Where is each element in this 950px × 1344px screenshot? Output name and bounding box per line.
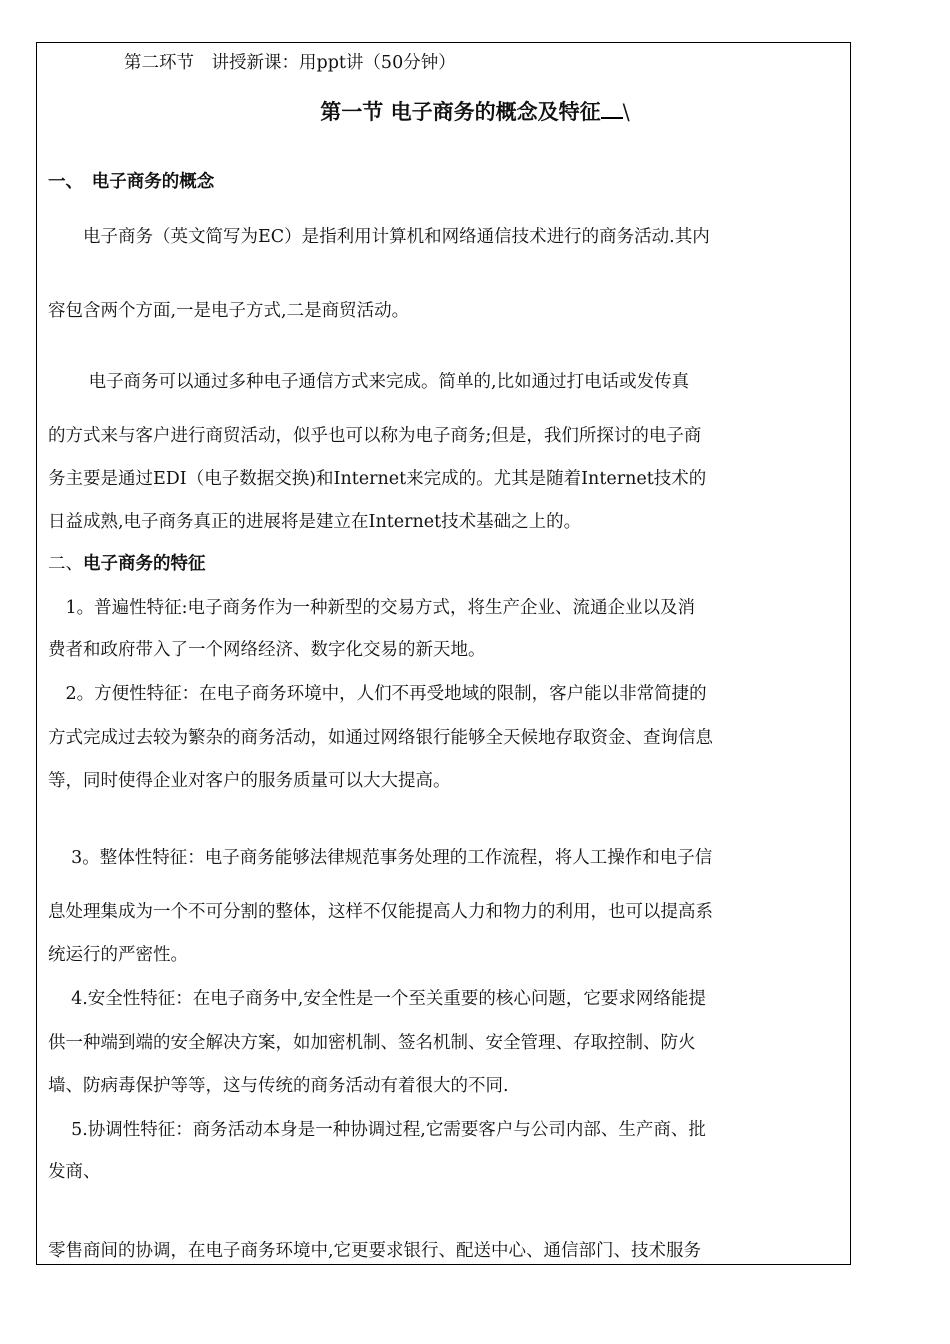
feature4-line1: 4.安全性特征：在电子商务中,安全性是一个至关重要的核心问题，它要求网络能提 xyxy=(48,989,706,1009)
para2-line1: 电子商务可以通过多种电子通信方式来完成。简单的,比如通过打电话或发传真 xyxy=(48,372,690,392)
heading-features-text: 电子商务的特征 xyxy=(83,554,206,574)
para2-line3: 务主要是通过EDI（电子数据交换)和Internet来完成的。尤其是随着Internet技术的 xyxy=(48,469,707,489)
para1-line2: 容包含两个方面,一是电子方式,二是商贸活动。 xyxy=(48,301,410,321)
last-line: 零售商间的协调，在电子商务环境中,它更要求银行、配送中心、通信部门、技术服务 xyxy=(48,1241,702,1261)
frame-bottom-border xyxy=(36,1264,851,1265)
feature1-line1: 1。普遍性特征:电子商务作为一种新型的交易方式，将生产企业、流通企业以及消 xyxy=(48,598,696,618)
section-title-text: 第一节 电子商务的概念及特征 xyxy=(320,99,601,124)
para2-line2: 的方式来与客户进行商贸活动，似乎也可以称为电子商务;但是，我们所探讨的电子商 xyxy=(48,426,702,446)
section-title: 第一节 电子商务的概念及特征 \ xyxy=(320,99,630,124)
feature4-line3: 墙、防病毒保护等等，这与传统的商务活动有着很大的不同. xyxy=(48,1076,509,1096)
feature5-line1: 5.协调性特征：商务活动本身是一种协调过程,它需要客户与公司内部、生产商、批 xyxy=(48,1120,706,1140)
feature2-line3: 等，同时使得企业对客户的服务质量可以大大提高。 xyxy=(48,771,451,791)
feature5-line2: 发商、 xyxy=(48,1162,101,1182)
heading-concept: 一、 电子商务的概念 xyxy=(48,172,215,192)
feature4-line2: 供一种端到端的安全解决方案，如加密机制、签名机制、安全管理、存取控制、防火 xyxy=(48,1033,696,1053)
feature3-line1: 3。整体性特征：电子商务能够法律规范事务处理的工作流程，将人工操作和电子信 xyxy=(48,848,713,868)
heading-features xyxy=(48,552,206,576)
para1-line1: 电子商务（英文简写为EC）是指利用计算机和网络通信技术进行的商务活动.其内 xyxy=(48,227,710,247)
feature2-line2: 方式完成过去较为繁杂的商务活动，如通过网络银行能够全天候地存取资金、查询信息 xyxy=(48,728,713,748)
feature1-line2: 费者和政府带入了一个网络经济、数字化交易的新天地。 xyxy=(48,640,486,660)
session-note: 第二环节 讲授新课：用ppt讲（50分钟） xyxy=(124,53,456,73)
feature3-line3: 统运行的严密性。 xyxy=(48,945,188,965)
feature2-line1: 2。方便性特征：在电子商务环境中，人们不再受地域的限制，客户能以非常简捷的 xyxy=(48,684,707,704)
para2-line4: 日益成熟,电子商务真正的进展将是建立在Internet技术基础之上的。 xyxy=(48,512,582,532)
feature3-line2: 息处理集成为一个不可分割的整体，这样不仅能提高人力和物力的利用，也可以提高系 xyxy=(48,902,713,922)
heading-features-prefix: 二、 xyxy=(48,554,83,574)
